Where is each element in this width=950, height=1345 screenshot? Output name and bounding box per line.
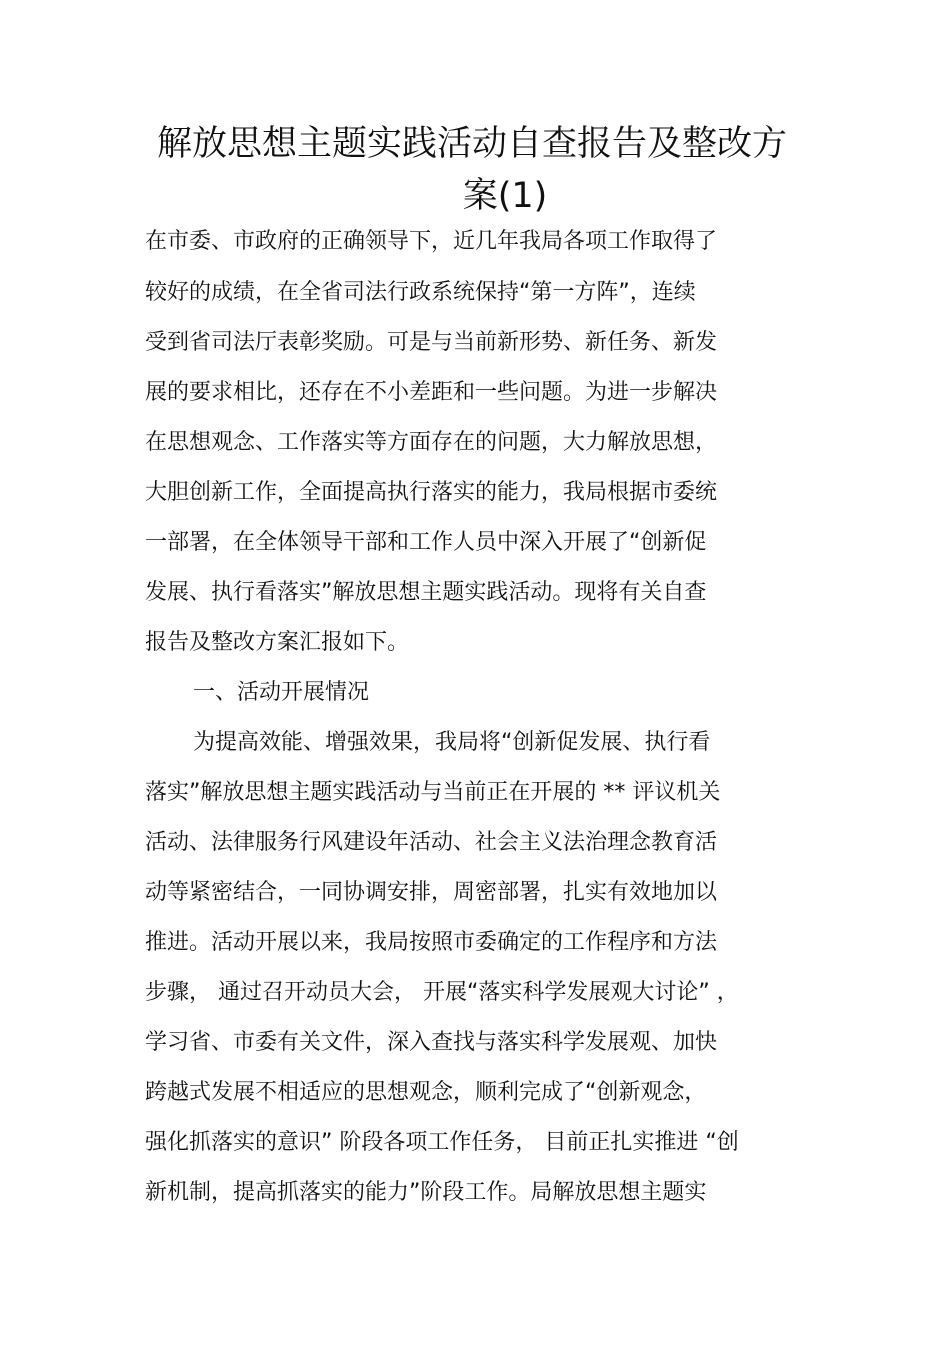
body-line: 展的要求相比，还存在不小差距和一些问题。为进一步解决 xyxy=(145,380,718,405)
body-line: 强化抓落实的意识” 阶段各项工作任务， 目前正扎实推进 “创 xyxy=(145,1130,739,1155)
body-line: 报告及整改方案汇报如下。 xyxy=(145,630,410,655)
body-line: 步骤， 通过召开动员大会， 开展“落实科学发展观大讨论” ， xyxy=(145,980,739,1005)
body-line: 在思想观念、工作落实等方面存在的问题，大力解放思想， xyxy=(145,430,718,455)
body-line: 活动、法律服务行风建设年活动、社会主义法治理念教育活 xyxy=(145,830,718,855)
body-line: 在市委、市政府的正确领导下，近几年我局各项工作取得了 xyxy=(145,229,718,254)
body-line: 大胆创新工作，全面提高执行落实的能力，我局根据市委统 xyxy=(145,480,718,505)
body-line: 发展、执行看落实”解放思想主题实践活动。现将有关自查 xyxy=(145,580,707,605)
body-line: 较好的成绩，在全省司法行政系统保持“第一方阵”，连续 xyxy=(145,280,696,305)
body-line: 一部署，在全体领导干部和工作人员中深入开展了“创新促 xyxy=(145,530,707,555)
document-title: 解放思想主题实践活动自查报告及整改方 xyxy=(156,124,787,164)
body-line: 学习省、市委有关文件，深入查找与落实科学发展观、加快 xyxy=(145,1030,718,1055)
body-line: 动等紧密结合，一同协调安排，周密部署，扎实有效地加以 xyxy=(145,880,718,905)
section-heading: 一、活动开展情况 xyxy=(193,680,370,705)
body-line: 推进。活动开展以来，我局按照市委确定的工作程序和方法 xyxy=(145,930,718,955)
body-line: 落实”解放思想主题实践活动与当前正在开展的 ** 评议机关 xyxy=(145,780,721,805)
body-line: 跨越式发展不相适应的思想观念，顺利完成了“创新观念， xyxy=(145,1080,707,1105)
body-line: 受到省司法厅表彰奖励。可是与当前新形势、新任务、新发 xyxy=(145,330,718,355)
body-line: 为提高效能、增强效果，我局将“创新促发展、执行看 xyxy=(193,730,711,755)
body-line: 新机制，提高抓落实的能力”阶段工作。局解放思想主题实 xyxy=(145,1180,707,1205)
document-title-continued: 案(1) xyxy=(462,176,548,216)
